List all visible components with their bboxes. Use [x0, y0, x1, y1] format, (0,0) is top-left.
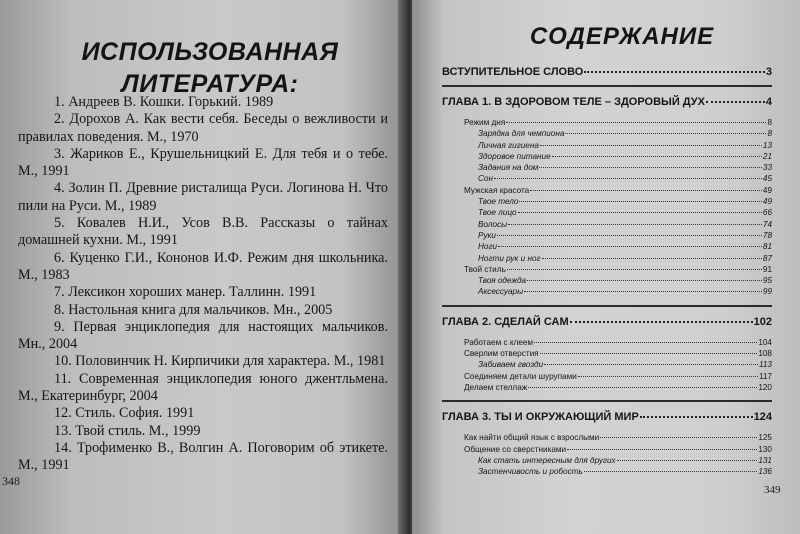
toc-chapter-row [442, 316, 772, 328]
section-divider [442, 305, 772, 307]
toc-dot-leader [706, 101, 765, 103]
bibliography-entry: 2. Дорохов А. Как вести себя. Беседы о вежливости и правилах поведения. М., 1970 [18, 111, 388, 145]
toc-page-number: 81 [762, 242, 772, 252]
toc-page-number: 125 [758, 433, 772, 443]
toc-dot-leader [617, 460, 758, 461]
toc-entry-title: Сверлим отверстия [464, 349, 539, 359]
toc-dot-leader [640, 416, 753, 418]
toc-page-number: 4 [765, 96, 772, 108]
toc-entry-title: Работаем с клеем [464, 337, 534, 347]
toc-entry-row [442, 241, 772, 252]
toc-entry-title: Как найти общий язык с взрослыми [464, 433, 600, 443]
toc-dot-leader [600, 437, 757, 438]
toc-page-number: 21 [762, 151, 772, 161]
toc-entry-row [442, 382, 772, 393]
section-divider [442, 400, 772, 402]
toc-dot-leader [540, 145, 762, 146]
toc-entry-title: Зарядка для чемпиона [478, 129, 565, 139]
bibliography-entry: 9. Первая энциклопедия для настоящих мальчиков. Мн., 2004 [18, 318, 388, 353]
toc-dot-leader [544, 364, 758, 365]
bibliography-list [18, 94, 388, 475]
toc-page-number: 95 [762, 276, 772, 286]
bibliography-entry: 6. Куценко Г.И., Кононов И.Ф. Режим дня школьника. М., 1983 [18, 249, 388, 283]
toc-entry-row [442, 455, 772, 466]
toc-page-number: 124 [753, 411, 772, 424]
toc-dot-leader [540, 353, 758, 354]
toc-page-number: 136 [758, 467, 772, 477]
toc-dot-leader [584, 471, 758, 472]
toc-entry-title: Соединяем детали шурупами [464, 371, 577, 381]
toc-entry-title: Твоя одежда [478, 276, 527, 286]
toc-entry-row [442, 371, 772, 382]
toc-page-number: 8 [767, 118, 772, 127]
toc-dot-leader [542, 258, 762, 259]
toc-entry-title: Твое лицо [478, 208, 517, 218]
toc-dot-leader [506, 122, 766, 123]
right-page [412, 0, 800, 534]
toc-entry-title: Общение со сверстниками [464, 444, 567, 454]
toc-page-number: 120 [758, 382, 772, 392]
toc-dot-leader [567, 449, 757, 450]
toc-chapter-row [442, 66, 772, 78]
toc-entry-title: Твой стиль [464, 264, 506, 274]
toc-entry-title: Застенчивость и робость [478, 467, 583, 477]
toc-page-number: 102 [753, 315, 772, 328]
bibliography-entry: 12. Стиль. София. 1991 [54, 405, 195, 422]
toc-entry-title: ГЛАВА 1. В ЗДОРОВОМ ТЕЛЕ – ЗДОРОВЫЙ ДУХ [442, 96, 705, 108]
toc-entry-title: Ноги [478, 242, 498, 252]
bibliography-entry: 4. Золин П. Древние ристалища Руси. Логинова Н. Что пили на Руси. М., 1989 [18, 180, 388, 214]
toc-page-number: 49 [762, 185, 772, 195]
toc-entry-title: Мужская красота [464, 185, 530, 195]
toc-dot-leader [584, 71, 765, 73]
toc-entry-row [442, 337, 772, 348]
toc-entry-row [442, 432, 772, 443]
toc-page-number: 8 [767, 129, 772, 139]
toc-entry-title: ВСТУПИТЕЛЬНОЕ СЛОВО [442, 66, 584, 78]
contents-title: СОДЕРЖАНИЕ [529, 23, 715, 50]
toc-dot-leader [539, 167, 761, 168]
toc-page-number: 104 [758, 337, 772, 347]
toc-page-number: 117 [758, 371, 772, 381]
toc-chapter-row [442, 411, 772, 423]
toc-entry-row [442, 264, 772, 275]
toc-entry-row [442, 466, 772, 477]
bibliography-entry: 1. Андреев В. Кошки. Горький. 1989 [54, 94, 274, 110]
toc-entry-row [442, 128, 772, 139]
toc-entry-row [442, 230, 772, 241]
toc-page-number: 74 [762, 219, 772, 229]
toc-dot-leader [534, 342, 757, 343]
toc-dot-leader [528, 387, 757, 388]
toc-chapter-row [442, 96, 772, 108]
toc-entry-row [442, 117, 772, 128]
toc-entry-row [442, 196, 772, 207]
bibliography-entry: 5. Ковалев Н.И., Усов В.В. Рассказы о тайнах домашней кухни. М., 1991 [18, 215, 388, 249]
toc-dot-leader [524, 291, 762, 292]
toc-entry-title: ГЛАВА 3. ТЫ И ОКРУЖАЮЩИЙ МИР [442, 411, 639, 424]
toc-page-number: 49 [762, 197, 772, 207]
bibliography-entry: 11. Современная энциклопедия юного джентльмена. М., Екатеринбург, 2004 [18, 370, 388, 405]
toc-entry-row [442, 253, 772, 264]
toc-entry-title: Как стать интересным для других [478, 455, 616, 465]
toc-dot-leader [530, 190, 762, 191]
toc-entry-row [442, 140, 772, 151]
bibliography-entry: 7. Лексикон хороших манер. Таллинн. 1991 [54, 284, 317, 301]
toc-page-number: 113 [758, 360, 772, 370]
toc-entry-row [442, 286, 772, 297]
bibliography-entry: 13. Твой стиль. М., 1999 [54, 422, 201, 439]
toc-dot-leader [498, 246, 762, 247]
toc-dot-leader [494, 178, 762, 179]
toc-dot-leader [518, 212, 762, 213]
toc-page-number: 45 [762, 174, 772, 184]
table-of-contents [442, 66, 772, 477]
toc-page-number: 13 [762, 140, 772, 150]
bibliography-title-line: ЛИТЕРАТУРА: [121, 70, 299, 98]
toc-page-number: 91 [762, 264, 772, 274]
toc-entry-title: Ногти рук и ног [478, 253, 541, 263]
toc-dot-leader [578, 376, 758, 377]
toc-dot-leader [507, 269, 762, 270]
toc-entry-title: Твое тело [478, 197, 519, 207]
section-gap [442, 108, 772, 117]
toc-dot-leader [527, 280, 762, 281]
toc-dot-leader [508, 224, 762, 225]
toc-page-number: 87 [762, 253, 772, 263]
bibliography-entry: 10. Половинчик Н. Кирпичики для характера. М., 1981 [54, 353, 386, 370]
toc-page-number: 33 [762, 163, 772, 173]
toc-page-number: 108 [758, 349, 772, 359]
toc-entry-title: ГЛАВА 2. СДЕЛАЙ САМ [442, 315, 569, 328]
toc-dot-leader [552, 156, 762, 157]
toc-entry-title: Здоровое питание [478, 151, 551, 161]
toc-dot-leader [570, 321, 753, 323]
toc-entry-title: Руки [478, 230, 496, 240]
toc-entry-title: Волосы [478, 219, 508, 229]
toc-entry-row [442, 207, 772, 218]
toc-entry-row [442, 219, 772, 230]
toc-entry-row [442, 173, 772, 184]
toc-dot-leader [519, 201, 761, 202]
section-gap [442, 423, 772, 432]
toc-entry-row [442, 151, 772, 162]
section-divider [442, 85, 772, 87]
toc-page-number: 66 [762, 208, 772, 218]
toc-entry-row [442, 359, 772, 370]
toc-page-number: 131 [758, 455, 772, 465]
toc-entry-title: Режим дня [464, 118, 506, 127]
bibliography-title [60, 36, 360, 100]
toc-page-number: 3 [765, 66, 772, 78]
toc-entry-row [442, 275, 772, 286]
toc-entry-row [442, 348, 772, 359]
toc-page-number: 78 [762, 230, 772, 240]
toc-dot-leader [497, 235, 762, 236]
toc-entry-title: Личная гигиена [478, 140, 539, 150]
toc-entry-row [442, 185, 772, 196]
bibliography-entry: 3. Жариков Е., Крушельницкий Е. Для тебя и о тебе. М., 1991 [18, 145, 388, 180]
toc-entry-title: Задания на дом [478, 163, 539, 173]
bibliography-entry: 8. Настольная книга для мальчиков. Мн., 2005 [54, 301, 333, 318]
toc-entry-row [442, 444, 772, 455]
toc-dot-leader [565, 133, 766, 134]
toc-entry-row [442, 162, 772, 173]
toc-entry-title: Аксессуары [478, 287, 524, 297]
toc-page-number: 99 [762, 287, 772, 297]
toc-page-number: 130 [758, 444, 772, 454]
section-gap [442, 328, 772, 337]
bibliography-title-line: ИСПОЛЬЗОВАННАЯ [81, 38, 339, 66]
toc-entry-title: Делаем стеллаж [464, 382, 528, 392]
bibliography-entry: 14. Трофименко В., Волгин А. Поговорим об этикете. М., 1991 [18, 439, 388, 474]
page-number-left: 348 [2, 474, 20, 488]
page-number-right: 349 [764, 484, 781, 496]
toc-entry-title: Сон [478, 174, 493, 184]
toc-entry-title: Забиваем гвозди [478, 360, 544, 370]
